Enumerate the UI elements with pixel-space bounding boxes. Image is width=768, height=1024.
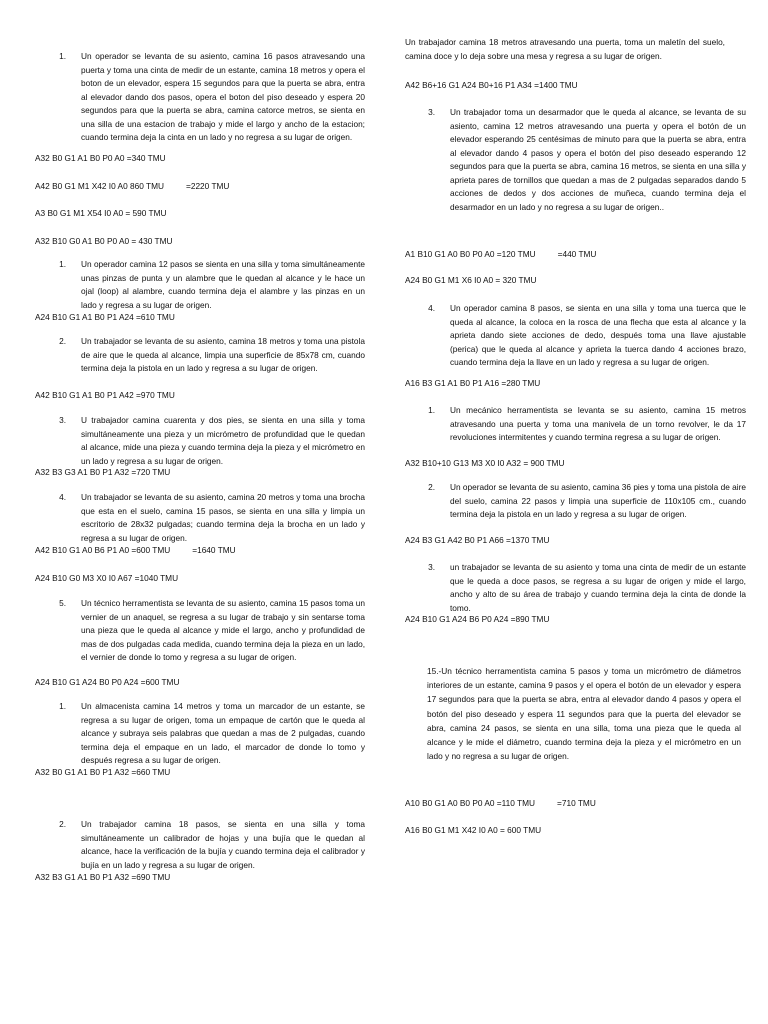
item-number: 2. — [59, 819, 66, 829]
list-item — [55, 335, 365, 376]
formula-total: =1640 TMU — [192, 545, 236, 555]
list-item — [55, 700, 365, 768]
item-text: Un trabajador se levanta de su asiento, camina 20 metros y toma una brocha que esta en el suelo, camina 15 pasos, se sienta en una silla y limpia un escritorio de 28x32 pulgadas; cuando termina deja la brocha en un lado y regresa a su lugar de origen. — [81, 492, 365, 543]
item-number: 3. — [59, 415, 66, 425]
item-number: 3. — [428, 562, 435, 572]
problem-block — [425, 302, 746, 370]
tmu-formula — [35, 207, 167, 219]
list-item — [425, 106, 746, 214]
formula-text: A32 B10+10 G13 M3 X0 I0 A32 = 900 TMU — [405, 458, 565, 468]
item-text: Un operador se levanta de su asiento, camina 36 pies y toma una pistola de aire del suelo, camina 22 pasos y limpia una superficie de 110x105 cm., cuando termina deja la pistola en un lado y regresa a su lugar de origen. — [450, 482, 746, 519]
item-text: un trabajador se levanta de su asiento y toma una cinta de medir de un estante que le queda a doce pasos, se regresa a su lugar de origen y mide el largo, ancho y alto de su área de trabajo y cuando termina deja la cinta de donde la tomo. — [450, 562, 746, 613]
tmu-formula — [35, 676, 179, 688]
formula-total: =440 TMU — [557, 249, 597, 259]
tmu-formula — [35, 389, 175, 401]
problem-block — [55, 335, 365, 376]
item-number: 1. — [59, 259, 66, 269]
item-text: Un almacenista camina 14 metros y toma un marcador de un estante, se regresa a su lugar de origen, toma un empaque de cartón que le queda al alcance y subraya seis palabras que quedan a mas de 2 pulgadas, cuando termina deja el empaque en un lado, el marcador de donde lo tomo y después regresa a su lugar de origen. — [81, 701, 365, 765]
tmu-formula — [35, 180, 229, 192]
formula-text: A42 B6+16 G1 A24 B0+16 P1 A34 =1400 TMU — [405, 80, 578, 90]
formula-text: A42 B10 G1 A0 B6 P1 A0 =600 TMU — [35, 545, 171, 555]
item-number: 1. — [59, 51, 66, 61]
item-number: 3. — [428, 107, 435, 117]
list-item — [55, 258, 365, 312]
item-text: Un técnico herramentista se levanta de su asiento, camina 15 pasos toma un vernier de un anaquel, se regresa a su lugar de trabajo y sin sentarse toma una pieza que le queda al alcance y mide el largo, ancho y profundidad de mas de dos pulgadas cada medida, cuando termina deja la pieza en un lado, el vernier de donde lo tomo y regresa a su lugar de origen. — [81, 598, 365, 662]
item-text: Un operador camina 12 pasos se sienta en una silla y toma simultáneamente unas pinzas de punta y un alambre que le quedan al alcance y le hace un ojal (loop) al alambre, cuando termina deja el alambre y las pinzas en un lado y regresa a su lugar de origen. — [81, 259, 365, 310]
problem-block — [55, 700, 365, 768]
formula-text: A32 B3 G1 A1 B0 P1 A32 =690 TMU — [35, 872, 171, 882]
problem-block — [55, 50, 365, 145]
tmu-formula — [405, 797, 596, 809]
formula-text: A24 B3 G1 A42 B0 P1 A66 =1370 TMU — [405, 535, 550, 545]
item-text: Un trabajador toma un desarmador que le queda al alcance, se levanta de su asiento, camina 12 metros atravesando una puerta y opera el botón de un elevador esperando 25 centésimas de minuto para que la puerta se abra, entra al elevador dando 4 pasos y opera el botón del piso deseado esperando 12 segundos para que la puerta se abra, camina 16 metros, se sienta en una silla y aprieta pares de tornillos que quedan a mas de 2 pulgadas separados dando 5 acciones de dedos y dos acciones de muñeca, cuando termina deja el desarmador en un lado y no regresa a su lugar de origen.. — [450, 107, 746, 212]
problem-block — [425, 481, 746, 522]
tmu-formula — [405, 457, 564, 469]
item-number: 1. — [59, 701, 66, 711]
problem-block — [55, 258, 365, 312]
item-number: 2. — [59, 336, 66, 346]
list-item — [55, 414, 365, 468]
list-item — [425, 481, 746, 522]
problem-block — [425, 106, 746, 214]
formula-text: A32 B0 G1 A1 B0 P1 A32 =660 TMU — [35, 767, 171, 777]
item-text: Un operador camina 8 pasos, se sienta en una silla y toma una tuerca que le queda al alcance, la coloca en la rosca de una flecha que esta al alcance y la aprieta dando siete acciones de dedo, después toma una llave ajustable (perica) que le queda al alcance y aprieta la tuerca dando 4 acciones brazo, cuando termina deja la llave en un lado y regresa a su lugar de origen. — [450, 303, 746, 367]
tmu-formula — [405, 274, 537, 286]
tmu-formula — [405, 248, 596, 260]
list-item — [55, 491, 365, 545]
problem-block — [425, 404, 746, 445]
formula-text: A3 B0 G1 M1 X54 I0 A0 = 590 TMU — [35, 208, 167, 218]
tmu-formula — [35, 152, 166, 164]
problem-block — [55, 818, 365, 872]
tmu-formula — [405, 377, 540, 389]
problem-block — [55, 597, 365, 665]
problem-block — [55, 491, 365, 545]
item-number: 2. — [428, 482, 435, 492]
item-text: Un trabajador camina 18 pasos, se sienta en una silla y toma simultáneamente un calibrador de hojas y una bujía que le quedan al alcance, hace la verificación de la bujía y cuando termina deja el calibrador y bujía en un lado y regresa a su lugar de origen. — [81, 819, 365, 870]
tmu-formula — [405, 79, 578, 91]
formula-text: A42 B0 G1 M1 X42 I0 A0 860 TMU — [35, 181, 164, 191]
formula-text: A32 B10 G0 A1 B0 P0 A0 = 430 TMU — [35, 236, 173, 246]
tmu-formula — [405, 824, 541, 836]
formula-text: A32 B0 G1 A1 B0 P0 A0 =340 TMU — [35, 153, 166, 163]
item-text: Un mecánico herramentista se levanta se su asiento, camina 15 metros atravesando una puerta y toma una manivela de un torno revolver, le da 17 revoluciones intermitentes y cuando termina regresa a su lugar de origen. — [450, 405, 746, 442]
formula-text: A10 B0 G1 A0 B0 P0 A0 =110 TMU — [405, 798, 535, 808]
tmu-formula — [35, 766, 170, 778]
tmu-formula — [35, 466, 170, 478]
formula-text: A1 B10 G1 A0 B0 P0 A0 =120 TMU — [405, 249, 536, 259]
tmu-formula — [405, 613, 549, 625]
list-item — [55, 50, 365, 145]
list-item — [425, 404, 746, 445]
formula-total: =710 TMU — [557, 798, 596, 808]
formula-total: =2220 TMU — [185, 181, 230, 191]
item-number: 1. — [428, 405, 435, 415]
item-number: 4. — [428, 303, 435, 313]
tmu-formula — [35, 871, 170, 883]
item-number: 4. — [59, 492, 66, 502]
list-item — [425, 302, 746, 370]
problem-block — [425, 561, 746, 615]
tmu-formula — [35, 572, 178, 584]
formula-text: A16 B3 G1 A1 B0 P1 A16 =280 TMU — [405, 378, 541, 388]
item-text: Un trabajador se levanta de su asiento, camina 18 metros y toma una pistola de aire que le queda al alcance, limpia una superficie de 85x78 cm, cuando termina deja la pistola en un lado y regresa a su lugar de origen. — [81, 336, 365, 373]
tmu-formula — [35, 544, 236, 556]
formula-text: A24 B10 G0 M3 X0 I0 A67 =1040 TMU — [35, 573, 179, 583]
item-number: 5. — [59, 598, 66, 608]
list-item — [425, 561, 746, 615]
formula-text: A24 B10 G1 A24 B6 P0 A24 =890 TMU — [405, 614, 550, 624]
list-item — [55, 818, 365, 872]
problem-paragraph: 15.-Un técnico herramentista camina 5 pasos y toma un micrómetro de diámetros interiores de un estante, camina 9 pasos y el opera el botón de un elevador y espera 17 segundos para que la puerta se abra, entra al elevador dando 4 pasos y opera el botón del piso deseado y espera 11 segundos para que la puerta del elevador se abra, camina 24 pasos, se sienta en una silla, toma una pieza que le queda al alcance y le mide el diámetro, cuando termina deja la pieza y el micrómetro en un lado y no regresa a su lugar de origen. — [427, 666, 741, 762]
tmu-formula — [405, 534, 549, 546]
formula-text: A24 B10 G1 A24 B0 P0 A24 =600 TMU — [35, 677, 180, 687]
formula-text: A16 B0 G1 M1 X42 I0 A0 = 600 TMU — [405, 825, 542, 835]
formula-text: A32 B3 G3 A1 B0 P1 A32 =720 TMU — [35, 467, 171, 477]
tmu-formula — [35, 311, 175, 323]
item-text: U trabajador camina cuarenta y dos pies, se sienta en una silla y toma simultáneamente una pieza y un micrómetro de profundidad que le quedan al alcance, mide una pieza y cuando termina deja la pieza y el micrómetro en un lado y regresa a su lugar de origen. — [81, 415, 365, 466]
tmu-formula — [35, 235, 173, 247]
formula-text: A42 B10 G1 A1 B0 P1 A42 =970 TMU — [35, 390, 175, 400]
list-item — [55, 597, 365, 665]
formula-text: A24 B10 G1 A1 B0 P1 A24 =610 TMU — [35, 312, 175, 322]
problem-paragraph: Un trabajador camina 18 metros atravesando una puerta, toma un maletín del suelo, camina doce y lo deja sobre una mesa y regresa a su lugar de origen. — [405, 37, 725, 62]
item-text: Un operador se levanta de su asiento, camina 16 pasos atravesando una puerta y toma una cinta de medir de un estante, camina 18 metros y opera el boton de un elevador, espera 15 segundos para que la puerta se abra, entra al elevador dando dos pasos, opera el boton del piso deseado y espera 20 segundos para que la puerta se abra, camina catorce metros, se sienta en una silla de una estacion de trabajo y mide el largo y ancho de la estacion; cuando termina deja la cinta en un lado y no regresa a su lugar de origen. — [81, 51, 365, 142]
problem-block — [55, 414, 365, 468]
formula-text: A24 B0 G1 M1 X6 I0 A0 = 320 TMU — [405, 275, 537, 285]
